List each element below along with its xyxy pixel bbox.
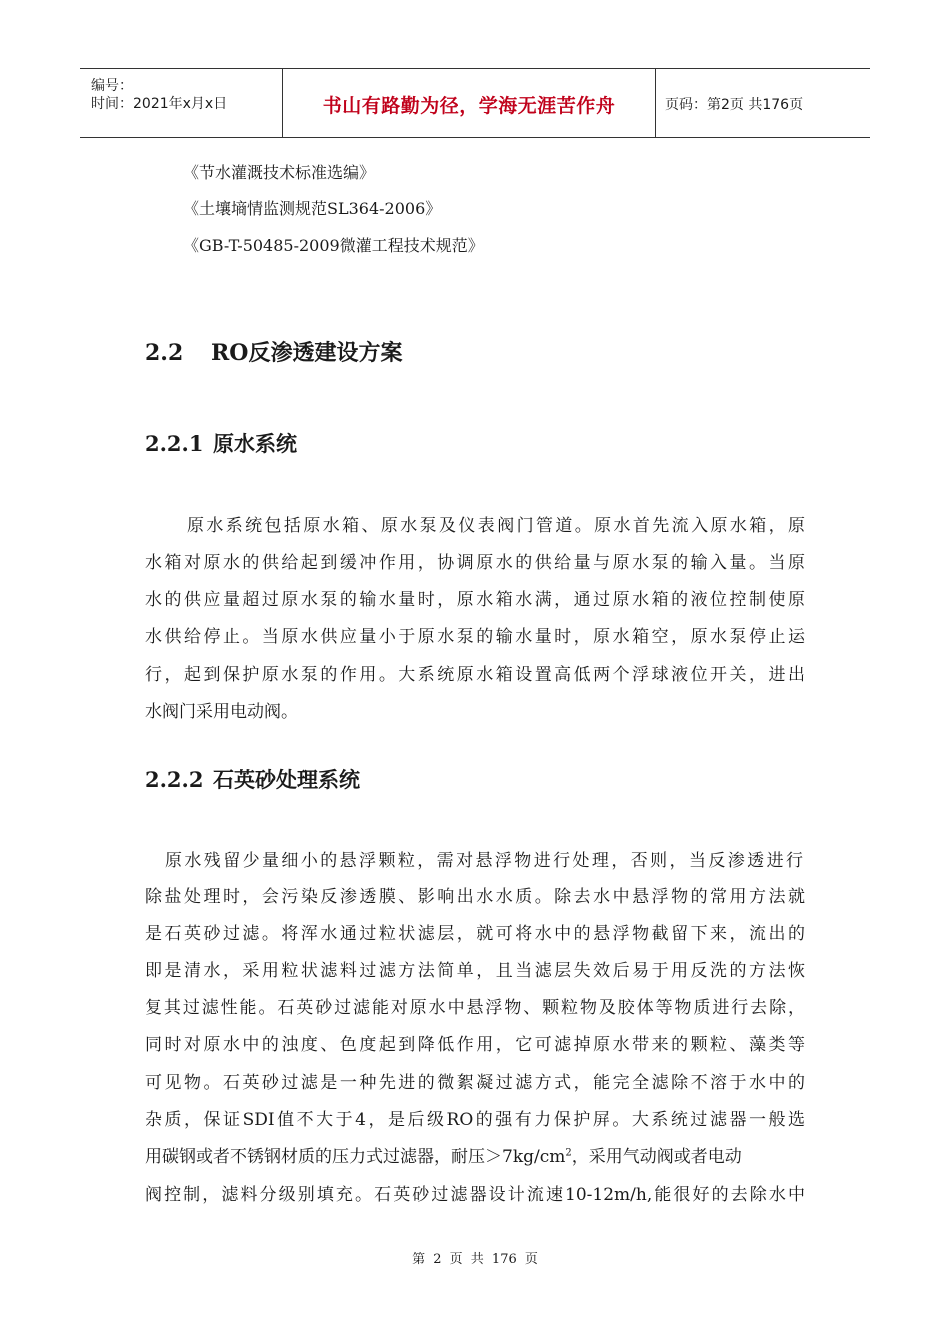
header-meta-cell (80, 69, 282, 137)
section-heading-2-2-2 (145, 764, 360, 794)
paragraph-line: 水供给停止。当原水供应量小于原水泵的输水量时，原水箱空，原水泵停止运 (145, 627, 805, 647)
section-number: 2.2.2 (145, 767, 204, 792)
paragraph-line: 原水残留少量细小的悬浮颗粒，需对悬浮物进行处理，否则，当反渗透进行 (165, 851, 803, 871)
paragraph-line: 是石英砂过滤。将浑水通过粒状滤层，就可将水中的悬浮物截留下来，流出的 (145, 924, 805, 944)
paragraph-line: 同时对原水中的浊度、色度起到降低作用，它可滤掉原水带来的颗粒、藻类等 (145, 1035, 805, 1055)
document-time-label: 时间：2021年x月x日 (91, 96, 228, 112)
document-number-label: 编号： (91, 78, 133, 94)
section-heading-2-2 (145, 336, 402, 367)
reference-item: 《节水灌溉技术标准选编》 (183, 163, 376, 182)
page-header (80, 68, 870, 138)
superscript-two: 2 (565, 1147, 572, 1159)
section-number: 2.2.1 (145, 431, 204, 456)
paragraph-line: 水阀门采用电动阀。 (145, 702, 298, 722)
section-number: 2.2 (145, 340, 184, 366)
paragraph-line: 水箱对原水的供给起到缓冲作用，协调原水的供给量与原水泵的输入量。当原 (145, 553, 805, 573)
header-page-cell (655, 69, 870, 137)
section-title: 石英砂处理系统 (213, 767, 360, 792)
paragraph-line: 阀控制，滤料分级别填充。石英砂过滤器设计流速10-12m/h,能很好的去除水中 (145, 1185, 805, 1205)
section-title: RO反渗透建设方案 (211, 340, 403, 366)
header-motto-cell (282, 69, 656, 137)
paragraph-line: 行，起到保护原水泵的作用。大系统原水箱设置高低两个浮球液位开关，进出 (145, 665, 805, 685)
header-page-info: 页码：第2页 共176页 (665, 97, 804, 113)
section-heading-2-2-1 (145, 428, 297, 458)
paragraph-line: 除盐处理时，会污染反渗透膜、影响出水水质。除去水中悬浮物的常用方法就 (145, 887, 805, 907)
paragraph-line: 原水系统包括原水箱、原水泵及仪表阀门管道。原水首先流入原水箱，原 (187, 516, 805, 536)
paragraph-line: 即是清水，采用粒状滤料过滤方法简单，且当滤层失效后易于用反洗的方法恢 (145, 961, 805, 981)
pressure-text-after: ，采用气动阀或者电动 (571, 1147, 742, 1167)
paragraph-line: 可见物。石英砂过滤是一种先进的微絮凝过滤方式，能完全滤除不溶于水中的 (145, 1073, 805, 1093)
reference-item: 《土壤墒情监测规范SL364-2006》 (183, 199, 442, 218)
page-footer: 第 2 页 共 176 页 (412, 1252, 538, 1267)
reference-item: 《GB-T-50485-2009微灌工程技术规范》 (183, 236, 484, 255)
header-motto: 书山有路勤为径，学海无涯苦作舟 (322, 95, 616, 117)
paragraph-line: 水的供应量超过原水泵的输水量时，原水箱水满，通过原水箱的液位控制使原 (145, 590, 805, 610)
section-title: 原水系统 (213, 431, 297, 456)
paragraph-line: 复其过滤性能。石英砂过滤能对原水中悬浮物、颗粒物及胶体等物质进行去除， (145, 998, 805, 1018)
pressure-text-before: 用碳钢或者不锈钢材质的压力式过滤器，耐压＞7kg/cm (145, 1147, 566, 1167)
paragraph-line: 杂质，保证SDI值不大于4，是后级RO的强有力保护屏。大系统过滤器一般选 (145, 1110, 805, 1130)
paragraph-line (145, 1142, 805, 1167)
